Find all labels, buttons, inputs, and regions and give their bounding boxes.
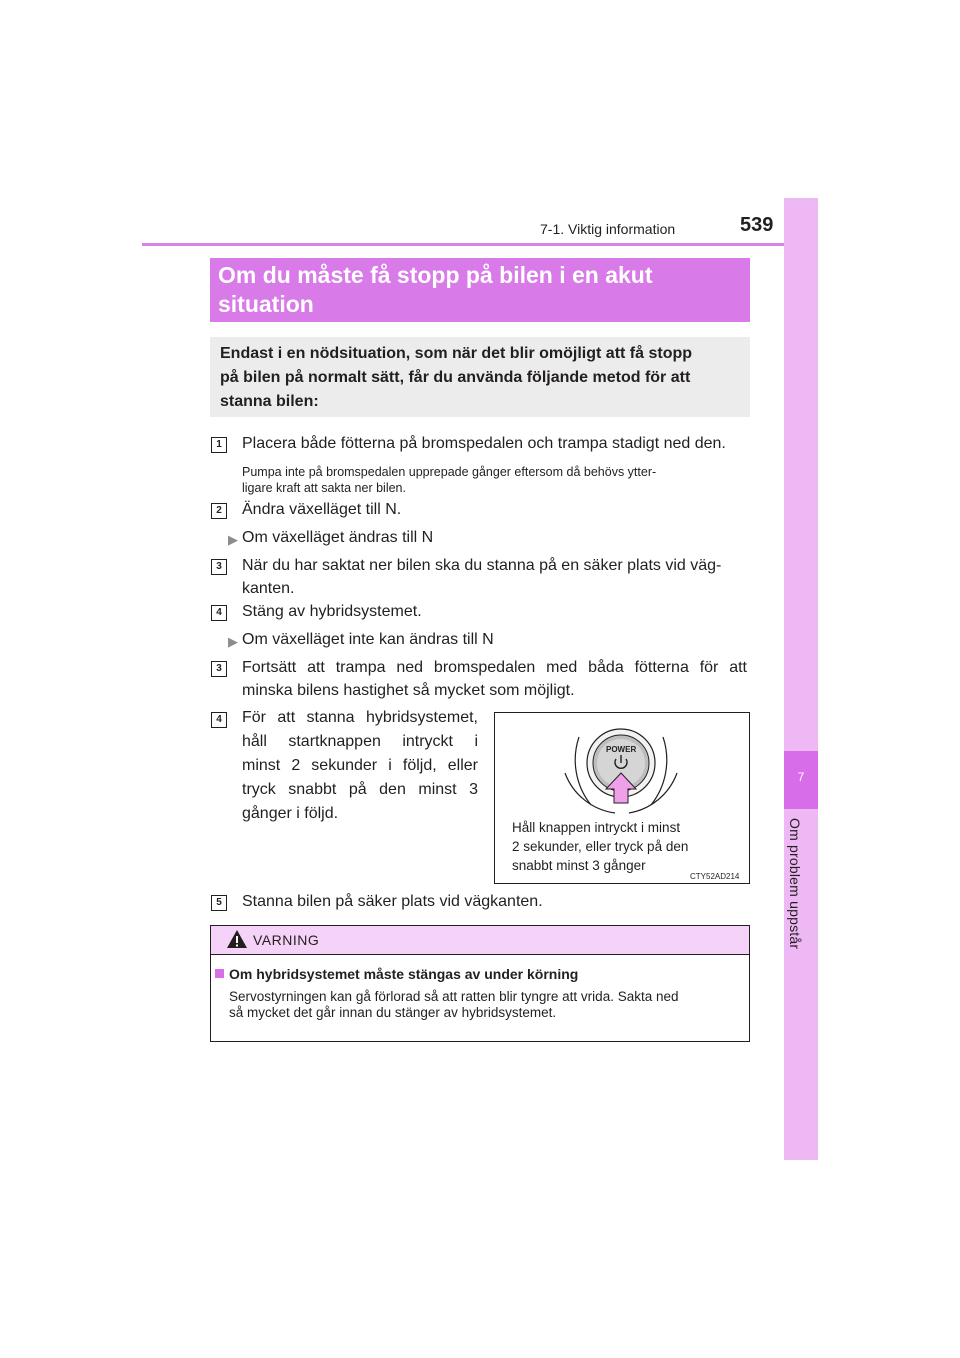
warning-label: VARNING — [253, 932, 320, 948]
step-1-text: Placera både fötterna på bromspedalen och trampa stadigt ned den. — [242, 435, 726, 452]
figure-id: CTY52AD214 — [690, 872, 740, 881]
intro-line1: Endast i en nödsituation, som när det blir omöjligt att få stopp — [220, 345, 693, 362]
step-1-note-line1: Pumpa inte på bromspedalen upprepade gånger eftersom då behövs ytter- — [242, 465, 657, 479]
page-number: 539 — [740, 214, 774, 236]
step-number-box: 3 — [211, 661, 227, 677]
intro-line3: stanna bilen: — [220, 393, 319, 410]
header-rule — [142, 243, 818, 246]
figure-caption-line1: Håll knappen intryckt i minst — [512, 820, 681, 835]
condition-1-text: Om växelläget ändras till N — [242, 529, 434, 546]
warning-title: Om hybridsystemet måste stängas av under körning — [229, 966, 579, 982]
step-5-text: Stanna bilen på säker plats vid vägkanten. — [242, 893, 543, 910]
figure-caption-line3: snabbt minst 3 gånger — [512, 858, 646, 873]
warning-body-line2: så mycket det går innan du stänger av hybridsystemet. — [229, 1005, 557, 1020]
section-title-line1: Om du måste få stopp på bilen i en akut — [218, 262, 653, 288]
alt-step-4-text-line5: gånger i följd. — [242, 805, 339, 822]
alt-step-4-text-line2: håll startknappen intryckt i — [242, 733, 478, 750]
warning-body — [229, 989, 744, 1021]
step-2-text: Ändra växelläget till N. — [242, 501, 402, 518]
side-tab-chapter-title: Om problem uppstår — [787, 818, 803, 950]
step-1-note-line2: ligare kraft att sakta ner bilen. — [242, 481, 406, 495]
alt-step-3-text-line2: minska bilens hastighet så mycket som möjligt. — [242, 682, 575, 699]
step-number-box: 4 — [211, 712, 227, 728]
step-number-box: 4 — [211, 605, 227, 621]
step-3-text-line1: När du har saktat ner bilen ska du stanna på en säker plats vid väg- — [242, 557, 722, 574]
step-3-text-line2: kanten. — [242, 580, 295, 597]
power-button-label: POWER — [606, 745, 637, 754]
section-title — [210, 258, 750, 322]
step-4-text: Stäng av hybridsystemet. — [242, 603, 422, 620]
intro-line2: på bilen på normalt sätt, får du använda följande metod för att — [220, 369, 691, 386]
step-number-box: 5 — [211, 895, 227, 911]
step-number-box: 2 — [211, 503, 227, 519]
figure-caption — [512, 818, 688, 875]
intro-box — [210, 337, 750, 417]
figure-caption-line2: 2 sekunder, eller tryck på den — [512, 839, 689, 854]
warning-bullet-square — [215, 969, 224, 978]
warning-body-line1: Servostyrningen kan gå förlorad så att ratten blir tyngre att vrida. Sakta ned — [229, 989, 679, 1004]
section-heading: 7-1. Viktig information — [540, 221, 676, 237]
alt-step-3-text-line1: Fortsätt att trampa ned bromspedalen med båda fötterna för att — [242, 659, 747, 676]
triangle-right-icon: ▶ — [228, 634, 238, 649]
triangle-right-icon: ▶ — [228, 532, 238, 547]
side-tab-chapter-number: 7 — [797, 770, 805, 784]
alt-step-4-text-line3: minst 2 sekunder i följd, eller — [242, 757, 478, 774]
warning-triangle-icon — [226, 929, 248, 949]
alt-step-4-text-line1: För att stanna hybridsystemet, — [242, 709, 478, 726]
step-number-box: 1 — [211, 437, 227, 453]
section-title-line2: situation — [218, 291, 314, 317]
alt-step-4-text-line4: tryck snabbt på den minst 3 — [242, 781, 478, 798]
side-tab — [784, 198, 818, 1160]
step-number-box: 3 — [211, 559, 227, 575]
condition-2-text: Om växelläget inte kan ändras till N — [242, 631, 494, 648]
